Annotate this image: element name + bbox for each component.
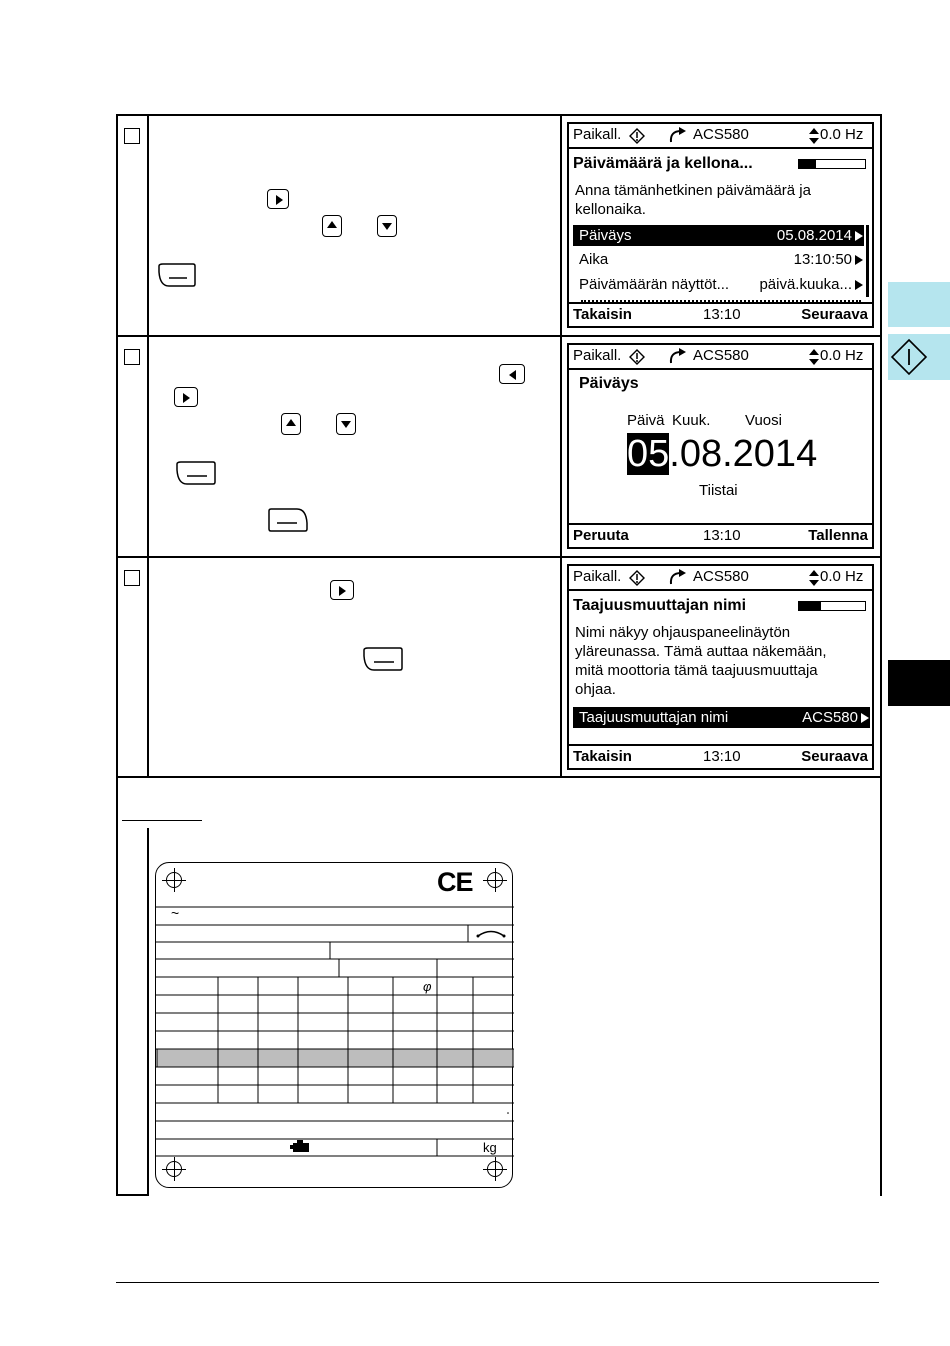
date-day-selected[interactable]: 05	[627, 433, 670, 475]
right-softkey-icon	[267, 507, 309, 533]
drive-name: ACS580	[693, 126, 749, 143]
footer-rule	[116, 1282, 879, 1283]
step-checkbox[interactable]	[124, 349, 140, 365]
output-frequency: 0.0 Hz	[820, 347, 864, 364]
remote-local-icon	[629, 349, 645, 365]
list-item[interactable]: Aika 13:10:50	[573, 249, 864, 270]
left-softkey-icon	[157, 262, 197, 288]
down-arrow-key-icon	[377, 215, 397, 237]
down-arrow-key-icon	[336, 413, 356, 435]
up-arrow-key-icon	[322, 215, 342, 237]
clock: 13:10	[703, 748, 741, 765]
status-bar	[569, 345, 872, 370]
section-tab-start[interactable]	[888, 334, 950, 380]
up-arrow-key-icon	[281, 413, 301, 435]
up-down-icon	[809, 349, 819, 365]
right-arrow-key-icon	[267, 189, 289, 209]
clock: 13:10	[703, 527, 741, 544]
start-icon	[890, 338, 928, 376]
screen-title: Päiväys	[579, 375, 639, 392]
table-top-border	[116, 114, 881, 116]
list-item[interactable]: Päiväys 05.08.2014	[573, 225, 864, 246]
table-left-border	[116, 114, 118, 1196]
panel-screen-date-edit	[567, 343, 874, 549]
instruction-text: Anna tämänhetkinen päivämäärä ja kellonaika.	[575, 182, 811, 218]
list-item[interactable]: Päivämäärän näyttöt... päivä.kuuka...	[573, 274, 864, 295]
table-col-divider	[147, 114, 149, 776]
screen-title: Päivämäärä ja kellona...	[573, 155, 753, 172]
control-mode: Paikall.	[573, 126, 622, 143]
phi-symbol: φ	[423, 979, 432, 994]
table-bottom-stub	[116, 1194, 148, 1196]
right-arrow-key-icon	[330, 580, 354, 600]
softkey-bar	[569, 523, 872, 547]
date-month-year: .08.2014	[669, 433, 818, 475]
mounting-hole-icon	[166, 1161, 182, 1177]
date-value[interactable]	[627, 433, 817, 475]
softkey-right[interactable]: Seuraava	[801, 748, 868, 765]
softkey-left[interactable]: Peruuta	[573, 527, 629, 544]
panel-screen-date-time	[567, 122, 874, 328]
rotation-direction-icon	[667, 348, 689, 364]
left-softkey-icon	[362, 646, 404, 672]
remote-local-icon	[629, 570, 645, 586]
table-row-divider	[116, 335, 881, 337]
list-item[interactable]: Taajuusmuuttajan nimi ACS580	[573, 707, 870, 728]
softkey-left[interactable]: Takaisin	[573, 306, 632, 323]
control-mode: Paikall.	[573, 568, 622, 585]
softkey-right[interactable]: Seuraava	[801, 306, 868, 323]
section-tab-active[interactable]	[888, 660, 950, 706]
right-arrow-key-icon	[174, 387, 198, 407]
status-bar	[569, 566, 872, 591]
control-mode: Paikall.	[573, 347, 622, 364]
mounting-hole-icon	[487, 872, 503, 888]
status-bar	[569, 124, 872, 149]
step-checkbox[interactable]	[124, 570, 140, 586]
progress-bar	[798, 159, 866, 169]
ce-mark: CE	[437, 867, 473, 897]
field-label-day: Päivä	[627, 412, 665, 429]
left-arrow-key-icon	[499, 364, 525, 384]
up-down-icon	[809, 128, 819, 144]
chevron-right-icon	[855, 231, 863, 241]
figure-left-rule	[147, 828, 149, 1196]
remote-local-icon	[629, 128, 645, 144]
section-tab[interactable]	[888, 282, 950, 327]
weight-unit: kg	[483, 1140, 497, 1155]
step-checkbox[interactable]	[124, 128, 140, 144]
screen-title: Taajuusmuuttajan nimi	[573, 597, 747, 614]
output-frequency: 0.0 Hz	[820, 568, 864, 585]
instruction-text: Nimi näkyy ohjauspaneelinäytön yläreunassa. Tämä auttaa näkemään, mitä moottoria tämä taajuusmuuttaja ohjaa.	[575, 624, 827, 698]
motor-nameplate	[155, 862, 513, 1188]
mounting-hole-icon	[166, 872, 182, 888]
clock: 13:10	[703, 306, 741, 323]
left-softkey-icon	[175, 460, 217, 486]
up-down-icon	[809, 570, 819, 586]
nameplate-grid	[156, 863, 514, 1189]
table-right-border	[880, 114, 882, 1196]
rotation-direction-icon	[667, 127, 689, 143]
table-row-divider	[116, 556, 881, 558]
rotation-direction-icon	[667, 569, 689, 585]
chevron-right-icon	[855, 255, 863, 265]
drive-name: ACS580	[693, 568, 749, 585]
weekday: Tiistai	[699, 482, 738, 499]
progress-bar	[798, 601, 866, 611]
drive-name: ACS580	[693, 347, 749, 364]
caption-underline	[122, 820, 202, 821]
output-frequency: 0.0 Hz	[820, 126, 864, 143]
chevron-right-icon	[855, 280, 863, 290]
table-col-divider-2	[560, 114, 562, 776]
table-row-divider	[116, 776, 881, 778]
mounting-hole-icon	[487, 1161, 503, 1177]
scrollbar[interactable]	[866, 225, 869, 297]
chevron-right-icon	[861, 713, 869, 723]
softkey-bar	[569, 302, 872, 326]
softkey-right[interactable]: Tallenna	[808, 527, 868, 544]
panel-screen-drive-name	[567, 564, 874, 770]
field-label-month: Kuuk.	[672, 412, 711, 429]
softkey-left[interactable]: Takaisin	[573, 748, 632, 765]
softkey-bar	[569, 744, 872, 768]
field-label-year: Vuosi	[745, 412, 782, 429]
ac-symbol: ~	[171, 905, 180, 921]
